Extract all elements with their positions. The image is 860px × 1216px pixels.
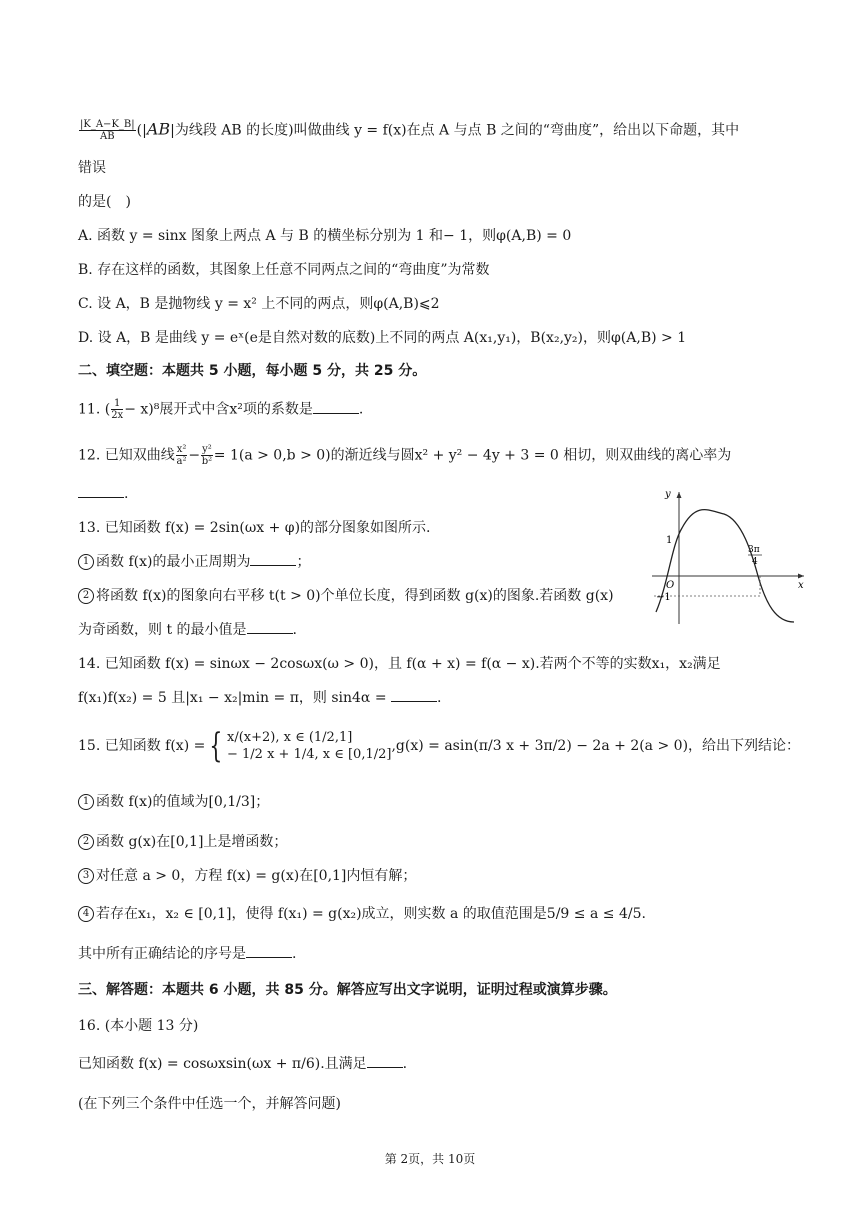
y-axis-label: y bbox=[665, 489, 671, 500]
q15-conclusion-2-text: 函数 g(x)在[0,1]上是增函数； bbox=[96, 834, 288, 850]
definition-text: |为线段 AB 的长度)叫做曲线 y = f(x)在点 A 与点 B 之间的“弯曲度”，给出以下命题，其中 bbox=[170, 122, 740, 139]
segment-ab: AB bbox=[146, 119, 171, 139]
q15-prefix: 15. 已知函数 f(x) = bbox=[78, 738, 206, 754]
answer-blank bbox=[313, 401, 359, 414]
circled-number: 1 bbox=[78, 554, 94, 570]
piecewise-cases bbox=[227, 729, 391, 763]
q14-line-2 bbox=[78, 688, 441, 708]
answer-blank bbox=[250, 553, 296, 566]
q11-text: − x)⁸展开式中含x²项的系数是 bbox=[124, 401, 313, 418]
q15-conclusion-4 bbox=[78, 904, 646, 924]
piecewise-case-2: − 1/2 x + 1/4, x ∈ [0,1/2] bbox=[227, 747, 392, 762]
q15-conclusion-4-text: 若存在x₁，x₂ ∈ [0,1]，使得 f(x₁) = g(x₂)成立，则实数 a 的取值范围是5/9 ≤ a ≤ 4/5. bbox=[96, 906, 646, 922]
q15-conclusion-1 bbox=[78, 792, 269, 812]
piecewise-brace: { bbox=[209, 726, 223, 766]
q13-part-2-wrap-text: 为奇函数，则 t 的最小值是 bbox=[78, 622, 247, 638]
q16-heading: 16. (本小题 13 分) bbox=[78, 1018, 199, 1034]
piecewise-case-1: x/(x+2), x ∈ (1/2,1] bbox=[227, 730, 353, 745]
question-prompt: 的是( ) bbox=[78, 194, 131, 210]
origin-label: O bbox=[666, 580, 675, 591]
q13-part-2 bbox=[78, 586, 614, 606]
section-2-heading: 二、填空题：本题共 5 小题，每小题 5 分，共 25 分。 bbox=[78, 363, 427, 379]
q15-ask bbox=[78, 944, 296, 964]
section-3-heading: 三、解答题：本题共 6 小题，共 85 分。解答应写出文字说明，证明过程或演算步骤。 bbox=[78, 982, 617, 998]
q14-line-1: 14. 已知函数 f(x) = sinωx − 2cosωx(ω > 0)，且 f(α + x) = f(α − x).若两个不等的实数x₁，x₂满足 bbox=[78, 656, 721, 672]
q12-y-fraction bbox=[201, 444, 213, 467]
q15-conclusion-1-text: 函数 f(x)的值域为[0,1/3]； bbox=[96, 794, 270, 810]
y-tick-1: 1 bbox=[666, 535, 673, 546]
q16-stem-text: 已知函数 f(x) = cosωxsin(ωx + π/6).且满足 bbox=[78, 1056, 367, 1072]
q13-part-2-wrap bbox=[78, 620, 297, 640]
sine-graph-figure bbox=[648, 484, 810, 630]
q12-y-den: b² bbox=[201, 456, 213, 467]
q14-line-2-text: f(x₁)f(x₂) = 5 且|x₁ − x₂|min = π，则 sin4α = bbox=[78, 690, 387, 706]
definition-wrap: 错误 bbox=[78, 160, 106, 176]
q13-part-2-text: 将函数 f(x)的图象向右平移 t(t > 0)个单位长度，得到函数 g(x)的图象.若函数 g(x) bbox=[96, 588, 614, 604]
circled-number: 2 bbox=[78, 834, 94, 850]
x-tick-denominator: 4 bbox=[752, 557, 758, 567]
slope-difference-fraction bbox=[79, 119, 136, 142]
option-a: A. 函数 y = sinx 图象上两点 A 与 B 的横坐标分别为 1 和− 1，则φ(A,B) = 0 bbox=[78, 228, 572, 244]
q16-stem-end: . bbox=[402, 1056, 408, 1072]
q12-y-num: y² bbox=[202, 444, 212, 455]
y-tick-neg-1: −1 bbox=[656, 592, 671, 603]
q15-end: . bbox=[292, 946, 297, 962]
q13-part-1-text: 函数 f(x)的最小正周期为 bbox=[96, 554, 251, 570]
q11-denominator: 2x bbox=[111, 410, 124, 421]
x-axis-label: x bbox=[798, 580, 804, 591]
paren-open: (| bbox=[136, 122, 147, 139]
q15-stem bbox=[78, 728, 800, 764]
option-b: B. 存在这样的函数，其图象上任意不同两点之间的“弯曲度”为常数 bbox=[78, 262, 490, 278]
q12-minus: − bbox=[188, 447, 201, 464]
q12-text: = 1(a > 0,b > 0)的渐近线与圆x² + y² − 4y + 3 = 0 相切，则双曲线的离心率为 bbox=[213, 447, 732, 464]
q14-end: . bbox=[437, 690, 442, 706]
answer-blank bbox=[246, 945, 292, 958]
fraction-numerator: |K_A−K_B| bbox=[80, 119, 135, 130]
q13-part-2-end: . bbox=[292, 622, 297, 638]
circled-number: 4 bbox=[78, 906, 94, 922]
question-11 bbox=[78, 398, 363, 421]
circled-number: 1 bbox=[78, 794, 94, 810]
q12-end: . bbox=[124, 486, 129, 502]
x-tick-numerator: 3π bbox=[748, 545, 760, 555]
option-d: D. 设 A，B 是曲线 y = eˣ(e是自然对数的底数)上不同的两点 A(x₁,y₁)，B(x₂,y₂)，则φ(A,B) > 1 bbox=[78, 330, 687, 346]
q11-prefix: 11. ( bbox=[78, 401, 111, 418]
sine-curve bbox=[656, 510, 794, 622]
q13-stem: 13. 已知函数 f(x) = 2sin(ωx + φ)的部分图象如图所示. bbox=[78, 520, 431, 536]
fraction-denominator: AB bbox=[100, 131, 115, 142]
answer-blank bbox=[391, 689, 437, 702]
curvature-definition-line bbox=[78, 119, 739, 142]
q12-answer-line bbox=[78, 484, 128, 504]
q16-stem bbox=[78, 1054, 407, 1074]
q15-conclusion-2 bbox=[78, 832, 287, 852]
q12-x-num: x² bbox=[176, 444, 187, 455]
answer-blank bbox=[367, 1055, 403, 1068]
q15-text: ,g(x) = asin(π/3 x + 3π/2) − 2a + 2(a > 0)，给出下列结论： bbox=[391, 738, 801, 754]
y-axis-arrow bbox=[677, 492, 682, 498]
q11-fraction bbox=[111, 398, 123, 421]
q13-part-1 bbox=[78, 552, 310, 572]
q13-part-1-end: ； bbox=[296, 554, 311, 570]
answer-blank bbox=[78, 485, 124, 498]
x-axis-arrow bbox=[798, 574, 804, 579]
page-footer: 第 2页，共 10页 bbox=[384, 1152, 476, 1166]
answer-blank bbox=[247, 621, 293, 634]
q11-numerator: 1 bbox=[111, 398, 123, 410]
q12-prefix: 12. 已知双曲线 bbox=[78, 447, 175, 464]
q16-note: (在下列三个条件中任选一个，并解答问题) bbox=[78, 1096, 341, 1112]
circled-number: 2 bbox=[78, 588, 94, 604]
q15-ask-text: 其中所有正确结论的序号是 bbox=[78, 946, 246, 962]
q11-end: . bbox=[358, 401, 364, 418]
q12-x-den: a² bbox=[176, 456, 187, 467]
q12-x-fraction bbox=[176, 444, 188, 467]
circled-number: 3 bbox=[78, 868, 94, 884]
q15-conclusion-3-text: 对任意 a > 0，方程 f(x) = g(x)在[0,1]内恒有解； bbox=[96, 868, 417, 884]
option-c: C. 设 A，B 是抛物线 y = x² 上不同的两点，则φ(A,B)⩽2 bbox=[78, 296, 440, 312]
q15-conclusion-3 bbox=[78, 866, 416, 886]
question-12 bbox=[78, 444, 731, 467]
